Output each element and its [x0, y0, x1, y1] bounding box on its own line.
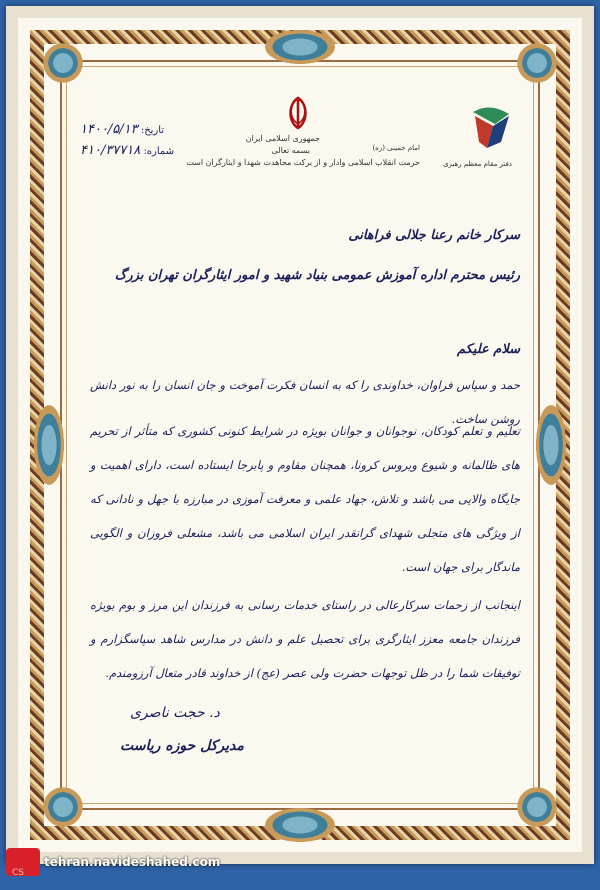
- site-watermark: [6, 842, 266, 882]
- top-medallion: [265, 30, 335, 64]
- paragraph-1: حمد و سپاس فراوان، خداوندی را که به انسان فکرت آموخت و جان انسان را به نور دانش روشن ساخت.: [90, 378, 520, 426]
- recipient-name: سرکار خانم رعنا جلالی فراهانی: [348, 228, 520, 243]
- gov-line: جمهوری اسلامی ایران: [245, 134, 320, 143]
- date-label: تاریخ:: [140, 125, 165, 136]
- national-emblem-icon: [278, 94, 318, 132]
- bottom-medallion: [265, 808, 335, 842]
- foundation-name: دفتر مقام معظم رهبری: [443, 160, 512, 168]
- corner-ornament-br: [514, 784, 560, 830]
- number-label: شماره:: [143, 146, 175, 157]
- date-value: ۱۴۰۰/۵/۱۳: [80, 122, 138, 137]
- right-medallion: [536, 405, 566, 485]
- signatory-name: د. حجت ناصری: [130, 705, 220, 721]
- site-url: tehran.navideshahed.com: [44, 855, 221, 869]
- greeting: سلام علیکم: [456, 342, 520, 357]
- paragraph-2: تعلیم و تعلم کودکان، نوجوانان و جوانان بویژه در شرایط کنونی کشوری که متأثر از تحریم های ظالمانه و شیوع ویروس کرونا، همچنان مقاوم و پابرجا ایستاده است، دارای اهمیت و جایگاه والایی می باشد و تلاش، جهاد علمی و معرفت آموزی در مبارزه با جهل و نادانی که از ویژگی های متجلی شهدای گرانقدر ایران اسلامی می باشد، مشعلی فروزان و الگویی ماندگار برای جهان است.: [90, 424, 520, 574]
- signatory-title: مدیرکل حوزه ریاست: [120, 738, 244, 754]
- year-title: امام خمینی (ره): [372, 144, 420, 152]
- letter-content: [80, 80, 520, 800]
- foundation-logo-icon: [465, 102, 515, 152]
- corner-ornament-tr: [514, 40, 560, 86]
- camscanner-mark: CS: [12, 868, 24, 878]
- paragraph-3: اینجانب از زحمات سرکارعالی در راستای خدمات رسانی به فرزندان این مرز و بوم بویژه فرزندان جامعه معزز ایثارگری برای تحصیل علم و دانش در مدارس شاهد سپاسگزارم و توفیقات شما را در ظل توجهات حضرت ولی عصر (عج) از خداوند قادر متعال آرزومندم.: [90, 598, 520, 680]
- bismillah: بسمه تعالی: [271, 146, 310, 155]
- recipient-title: رئیس محترم اداره آموزش عمومی بنیاد شهید و امور ایثارگران تهران بزرگ: [114, 268, 520, 283]
- number-value: ۴۱۰/۳۷۷۱۸: [80, 143, 141, 158]
- letter-meta: [80, 122, 174, 164]
- year-slogan: حرمت انقلاب اسلامی وادار و از برکت مجاهدت شهدا و ایثارگران است: [186, 158, 420, 167]
- left-medallion: [34, 405, 64, 485]
